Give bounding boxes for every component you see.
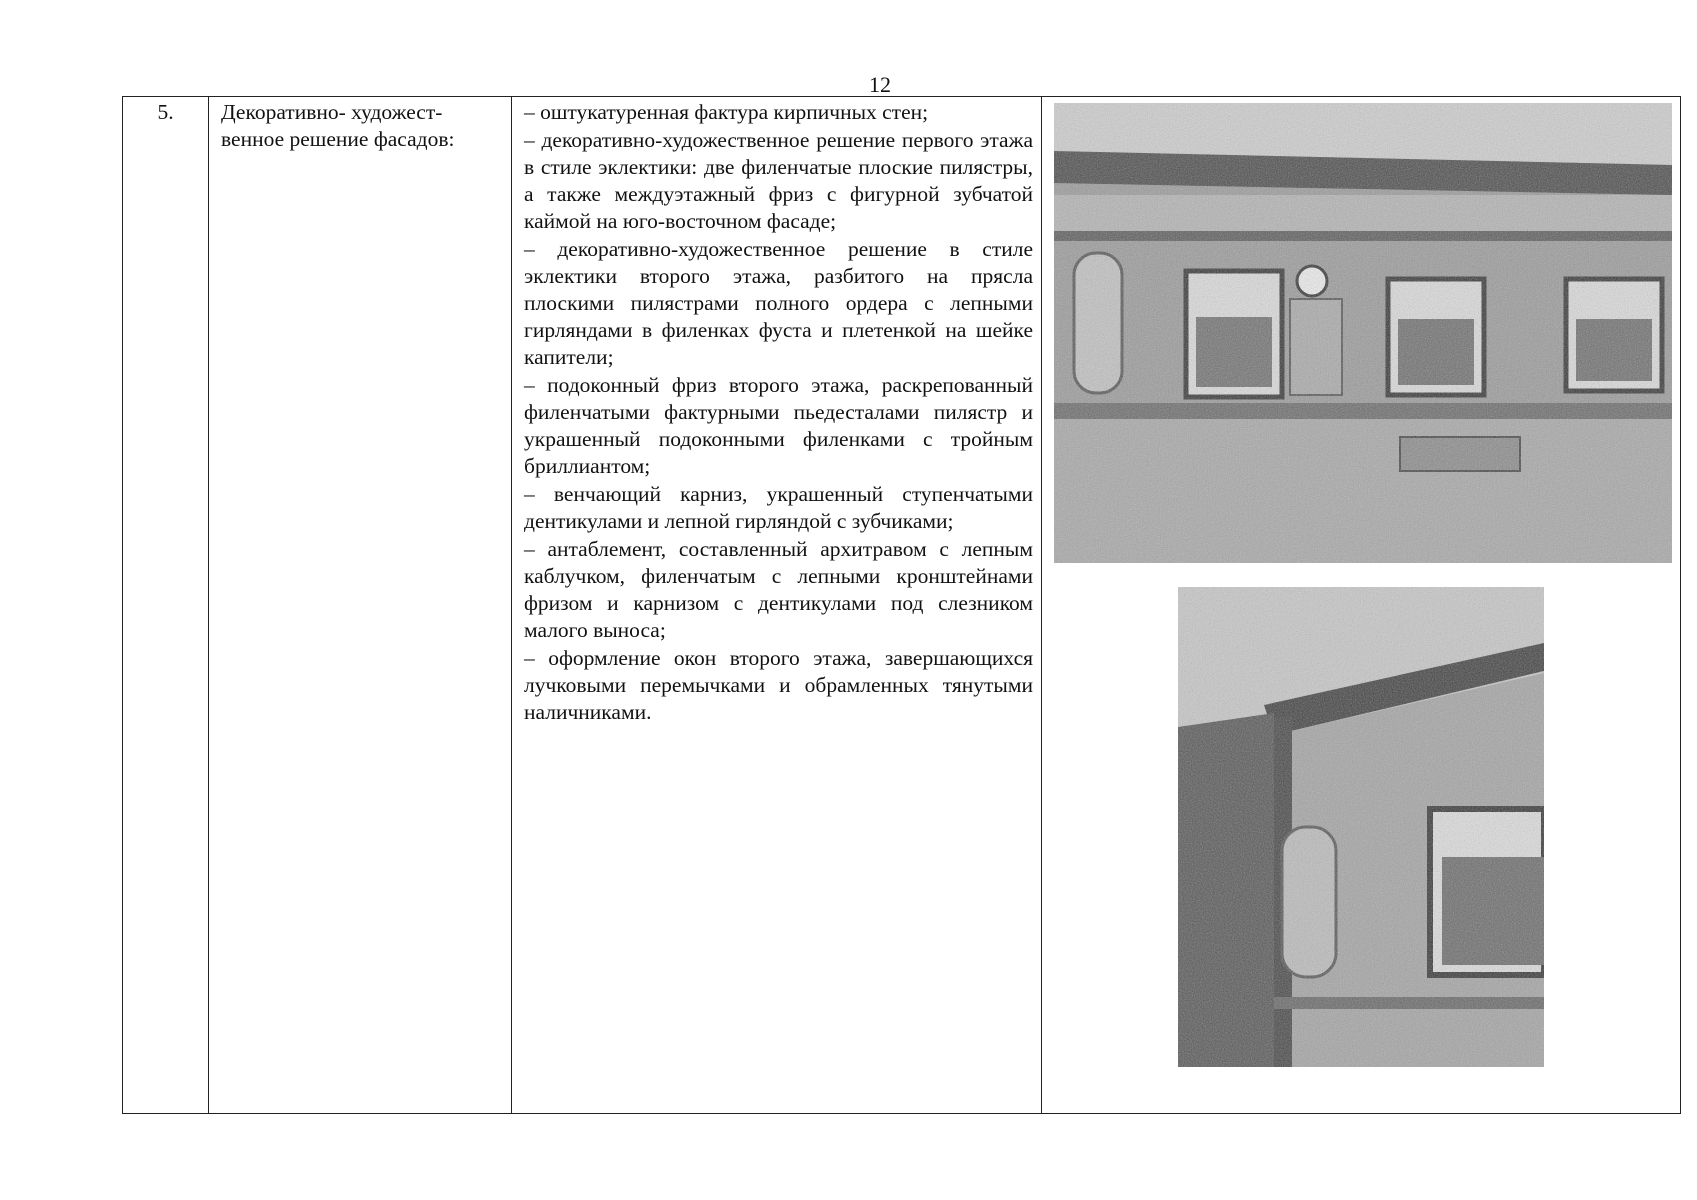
- facade-upper-floor-windows-photo: [1054, 103, 1672, 563]
- row-index: 5.: [123, 97, 209, 1114]
- table-row: [123, 97, 1681, 1114]
- description-item: – оштукатуренная фактура кирпичных стен;: [524, 100, 929, 124]
- row-feature-description: [512, 97, 1042, 1114]
- description-item: – венчающий карниз, украшенный ступенчатыми дентикулами и лепной гирляндой с зубчиками;: [524, 482, 1033, 533]
- description-item: – декоративно-художественное решение в стиле эклектики второго этажа, разбитого на прясла плоскими пилястрами полного ордера с лепными гирляндами в филенках фуста и плетенкой на шейке капители;: [524, 237, 1033, 369]
- page-number: 12: [869, 72, 891, 97]
- description-item: – подоконный фриз второго этажа, раскрепованный филенчатыми фактурными пьедесталами пилястр и украшенный подоконными филенками с тройным бриллиантом;: [524, 373, 1033, 478]
- description-item: – оформление окон второго этажа, завершающихся лучковыми перемычками и обрамленных тянутыми наличниками.: [524, 646, 1033, 724]
- monument-features-table: [122, 96, 1681, 1114]
- description-item: – декоративно-художественное решение первого этажа в стиле эклектики: две филенчатые плоские пилястры, а также междуэтажный фриз с фигурной зубчатой каймой на юго-восточном фасаде;: [524, 128, 1033, 233]
- row-feature-name: Декоративно- художест-венное решение фасадов:: [209, 97, 512, 1114]
- photo-cell: [1042, 97, 1681, 1114]
- description-item: – антаблемент, составленный архитравом с лепным каблучком, филенчатым с лепными кронштейнами фризом и карнизом с дентикулами под слезником малого выноса;: [524, 537, 1033, 642]
- facade-corner-window-photo: [1178, 587, 1544, 1067]
